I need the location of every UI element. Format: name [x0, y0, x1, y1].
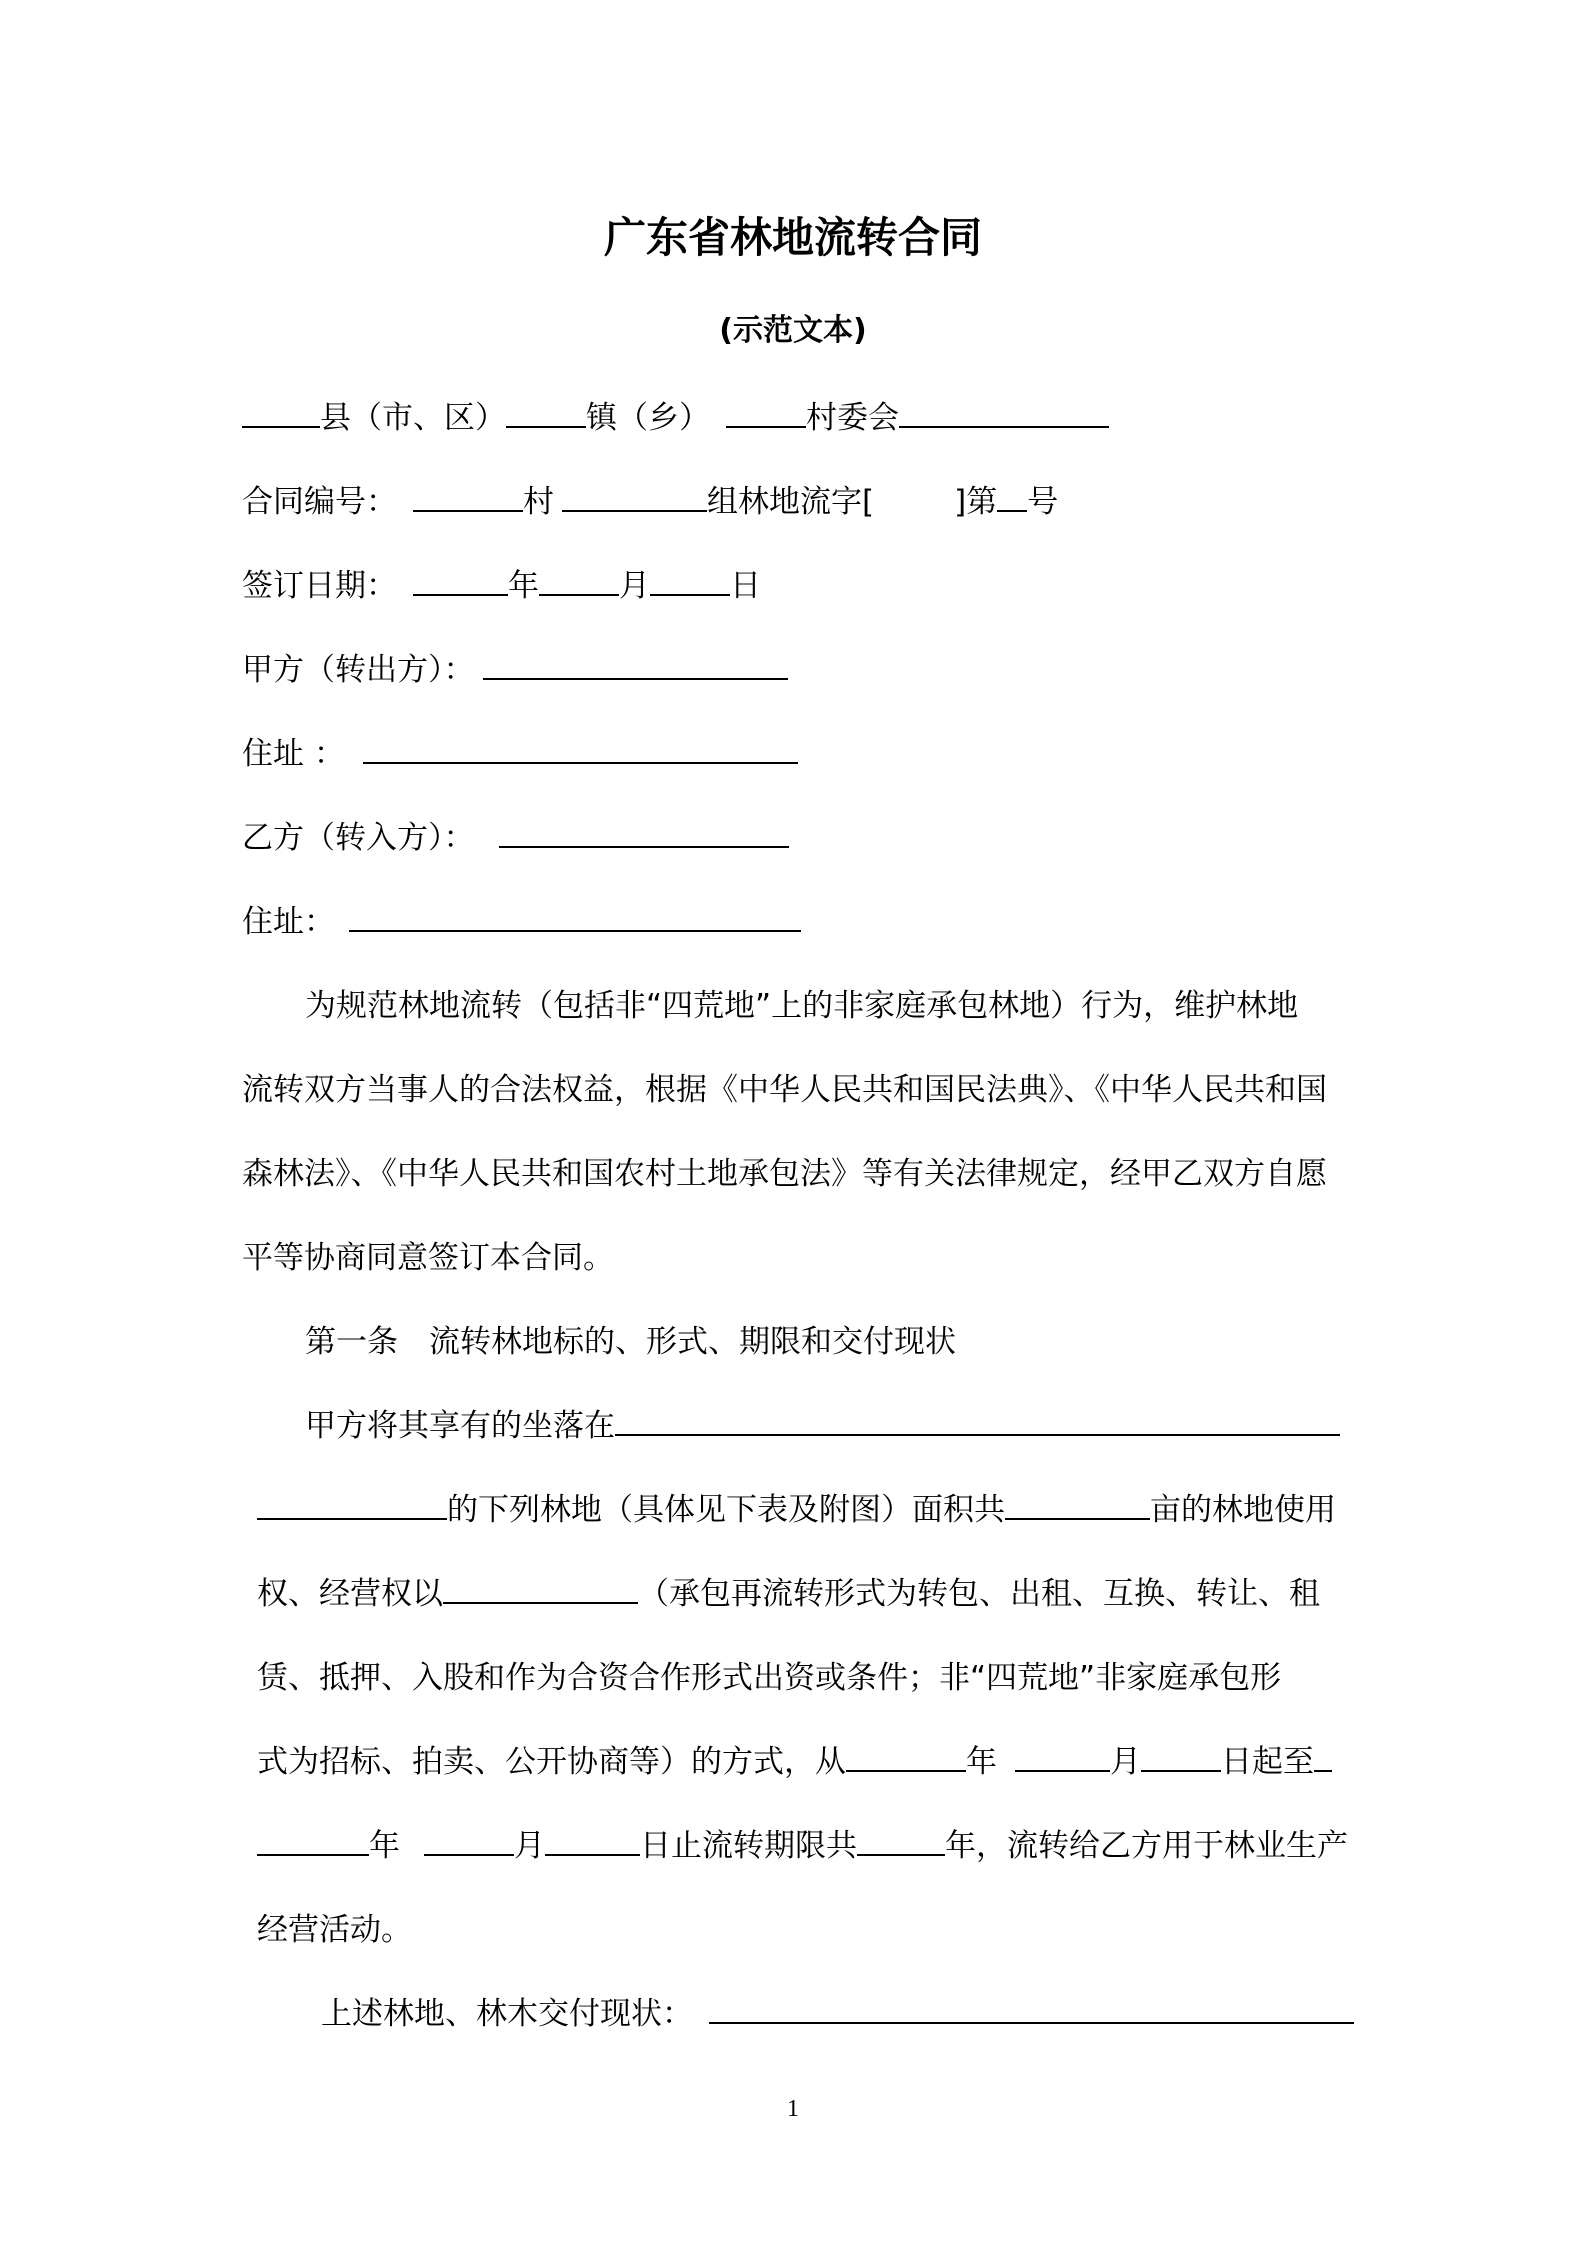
town-label: 镇（乡）	[586, 400, 710, 436]
party-b-blank[interactable]	[499, 816, 789, 848]
contract-village-blank[interactable]	[413, 480, 523, 512]
village-committee-label: 村委会	[806, 400, 899, 436]
article-1-line-2	[257, 1484, 1336, 1529]
address-b-label: 住址：	[242, 904, 335, 940]
location-line	[242, 392, 1109, 437]
month-label: 月	[619, 568, 650, 604]
document-title: 广东省林地流转合同	[603, 213, 982, 262]
area-blank[interactable]	[1005, 1488, 1150, 1520]
term-text: 日止流转期限共	[640, 1828, 857, 1864]
end-month-blank[interactable]	[424, 1824, 514, 1856]
article-1-line-6	[257, 1820, 1348, 1865]
party-b-label: 乙方（转入方）：	[242, 820, 475, 856]
sign-date-label: 签订日期：	[242, 568, 397, 604]
party-a-blank[interactable]	[483, 648, 788, 680]
party-a-line	[242, 644, 788, 689]
article-1-line-7: 经营活动。	[257, 1912, 412, 1948]
start-year-label: 年	[966, 1744, 997, 1780]
sign-date-line	[242, 560, 761, 605]
article-1-line-1	[305, 1400, 1340, 1445]
number-blank[interactable]	[997, 480, 1027, 512]
sign-month-blank[interactable]	[539, 564, 619, 596]
sign-day-blank[interactable]	[650, 564, 730, 596]
town-blank[interactable]	[506, 396, 586, 428]
intro-line-2: 流转双方当事人的合法权益，根据《中华人民共和国民法典》、《中华人民共和国	[242, 1072, 1327, 1108]
group-forest-label: 组林地流字[	[707, 484, 875, 520]
delivery-status-blank[interactable]	[709, 1992, 1354, 2024]
location-prefix: 甲方将其享有的坐落在	[305, 1408, 615, 1444]
delivery-status-line	[321, 1988, 1354, 2033]
party-a-label: 甲方（转出方）：	[242, 652, 475, 688]
article-1-line-4: 赁、抵押、入股和作为合资合作形式出资或条件；非“四荒地”非家庭承包形	[257, 1660, 1282, 1696]
location-blank[interactable]	[615, 1404, 1340, 1436]
start-date-text: 式为招标、拍卖、公开协商等）的方式，从	[257, 1744, 846, 1780]
term-blank[interactable]	[857, 1824, 945, 1856]
transfer-forms-text: （承包再流转形式为转包、出租、互换、转让、租	[638, 1576, 1320, 1612]
start-year-blank[interactable]	[846, 1740, 966, 1772]
start-month-blank[interactable]	[1015, 1740, 1110, 1772]
address-a-blank[interactable]	[363, 732, 798, 764]
county-blank[interactable]	[242, 396, 320, 428]
article-1-line-5	[257, 1736, 1332, 1781]
document-subtitle: (示范文本)	[719, 313, 867, 348]
address-b-blank[interactable]	[349, 900, 801, 932]
address-a-label: 住址 ：	[242, 736, 345, 772]
contract-group-blank[interactable]	[562, 480, 707, 512]
village-suffix: 村	[523, 484, 554, 520]
end-year-label: 年	[369, 1828, 400, 1864]
area-unit-text: 亩的林地使用	[1150, 1492, 1336, 1528]
contract-number-label: 合同编号：	[242, 484, 397, 520]
location-blank-2[interactable]	[257, 1488, 447, 1520]
end-month-label: 月	[514, 1828, 545, 1864]
number-prefix: ]第	[954, 484, 998, 520]
end-year-blank[interactable]	[257, 1824, 369, 1856]
sign-year-blank[interactable]	[413, 564, 508, 596]
address-b-line	[242, 896, 801, 941]
start-month-label: 月	[1110, 1744, 1141, 1780]
committee-blank[interactable]	[899, 396, 1109, 428]
start-day-blank[interactable]	[1141, 1740, 1221, 1772]
start-day-label: 日起至	[1221, 1744, 1314, 1780]
delivery-status-label: 上述林地、林木交付现状：	[321, 1996, 693, 2032]
transfer-method-blank[interactable]	[443, 1572, 638, 1604]
purpose-text: 年，流转给乙方用于林业生产	[945, 1828, 1348, 1864]
party-b-line	[242, 812, 789, 857]
village-blank[interactable]	[726, 396, 806, 428]
intro-line-3: 森林法》、《中华人民共和国农村土地承包法》等有关法律规定，经甲乙双方自愿	[242, 1156, 1327, 1192]
number-suffix: 号	[1027, 484, 1059, 520]
contract-number-line	[242, 476, 1058, 521]
end-day-blank[interactable]	[545, 1824, 640, 1856]
article-1-heading: 第一条 流转林地标的、形式、期限和交付现状	[305, 1324, 956, 1360]
transfer-method-text: 权、经营权以	[257, 1576, 443, 1612]
intro-line-4: 平等协商同意签订本合同。	[242, 1240, 614, 1276]
article-1-line-3	[257, 1568, 1320, 1613]
year-label: 年	[508, 568, 539, 604]
county-label: 县（市、区）	[320, 400, 506, 436]
address-a-line	[242, 728, 798, 773]
page-number: 1	[787, 2096, 799, 2122]
area-text: 的下列林地（具体见下表及附图）面积共	[447, 1492, 1005, 1528]
intro-line-1: 为规范林地流转（包括非“四荒地”上的非家庭承包林地）行为，维护林地	[305, 988, 1299, 1024]
day-label: 日	[730, 568, 761, 604]
end-year-blank-start[interactable]	[1314, 1740, 1332, 1772]
